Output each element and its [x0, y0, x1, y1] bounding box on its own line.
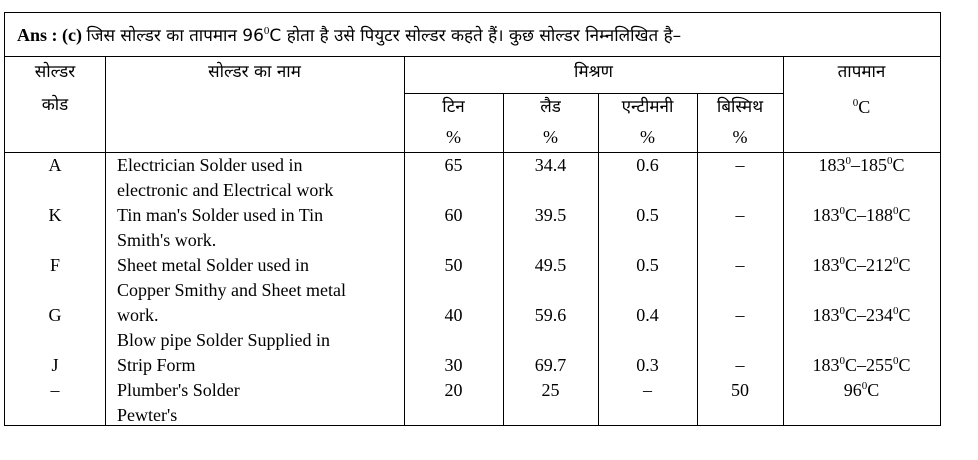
divider [404, 93, 783, 94]
row-name-line: Blow pipe Solder Supplied in [117, 330, 330, 350]
row-name-line: Smith's work. [117, 230, 217, 250]
row-antimony: 0.5 [636, 205, 659, 225]
row-code: G [48, 305, 62, 325]
header-tin-percent: % [446, 127, 461, 147]
row-name-line: Tin man's Solder used in Tin [117, 205, 324, 225]
divider [105, 56, 106, 425]
row-bismuth: – [735, 205, 745, 225]
solder-table [4, 12, 941, 426]
row-tin: 40 [444, 305, 463, 325]
row-lead: 25 [541, 380, 560, 400]
row-bismuth: – [735, 155, 745, 175]
header-antimony-percent: % [640, 127, 655, 147]
row-temperature: $183^0C-234^0C$ [812, 305, 911, 325]
row-tin: 50 [444, 255, 463, 275]
row-bismuth: – [735, 255, 745, 275]
row-name-line: electronic and Electrical work [117, 180, 334, 200]
row-temperature: $183^0C-188^0C$ [812, 205, 911, 225]
row-name-line: Electrician Solder used in [117, 155, 303, 175]
header-antimony: एन्टीमनी [621, 97, 674, 117]
header-lead: लैड [540, 97, 561, 117]
row-antimony: 0.4 [636, 305, 659, 325]
row-code: J [51, 355, 59, 375]
row-name-line: Sheet metal Solder used in [117, 255, 309, 275]
answer-text: जिस सोल्डर का तापमान 96 [86, 26, 264, 46]
header-tin: टिन [442, 97, 465, 117]
row-temperature: $96^0C$ [843, 380, 880, 400]
degree-mark: 0 [263, 25, 270, 37]
row-code: – [50, 380, 60, 400]
row-name-line: Strip Form [117, 355, 196, 375]
row-tin: 60 [444, 205, 463, 225]
header-lead-percent: % [543, 127, 558, 147]
header-name: सोल्डर का नाम [208, 62, 301, 82]
row-code: K [48, 205, 62, 225]
row-antimony: 0.3 [636, 355, 659, 375]
header-mixture: मिश्रण [574, 62, 613, 82]
row-bismuth: – [735, 305, 745, 325]
row-bismuth: 50 [731, 380, 749, 400]
row-code: A [48, 155, 62, 175]
row-lead: 34.4 [534, 155, 567, 175]
row-lead: 39.5 [534, 205, 567, 225]
header-temp-unit: $^0$C [852, 97, 871, 117]
row-antimony: – [643, 380, 652, 400]
row-name-line: Plumber's Solder [117, 380, 240, 400]
row-temperature: $183^0C-212^0C$ [812, 255, 911, 275]
row-lead: 69.7 [534, 355, 567, 375]
row-temperature: $183^0C-255^0C$ [812, 355, 911, 375]
row-code: F [49, 255, 60, 275]
header-bismuth-percent: % [732, 127, 748, 147]
row-antimony: 0.5 [636, 255, 659, 275]
row-lead: 49.5 [534, 255, 567, 275]
divider [5, 56, 940, 57]
row-name-line: work. [117, 305, 159, 325]
answer-line [17, 23, 681, 48]
row-tin: 30 [444, 355, 463, 375]
row-name-line: Copper Smithy and Sheet metal [117, 280, 346, 300]
header-temperature: तापमान [837, 62, 886, 82]
header-code-line2: कोड [41, 95, 69, 115]
row-tin: 20 [444, 380, 463, 400]
answer-text-after: C होता है उसे पियुटर सोल्डर कहते हैं। कुछ सोल्डर निम्नलिखित है– [269, 26, 682, 46]
header-bismuth: बिस्मिथ [716, 97, 764, 117]
row-tin: 65 [444, 155, 463, 175]
answer-label: Ans : (c) [17, 25, 82, 45]
row-bismuth: – [735, 355, 745, 375]
row-antimony: 0.6 [636, 155, 659, 175]
row-lead: 59.6 [534, 305, 567, 325]
row-temperature: $183^0-185^0C$ [818, 155, 905, 175]
row-name-line: Pewter's [117, 405, 178, 425]
header-code-line1: सोल्डर [34, 62, 76, 82]
